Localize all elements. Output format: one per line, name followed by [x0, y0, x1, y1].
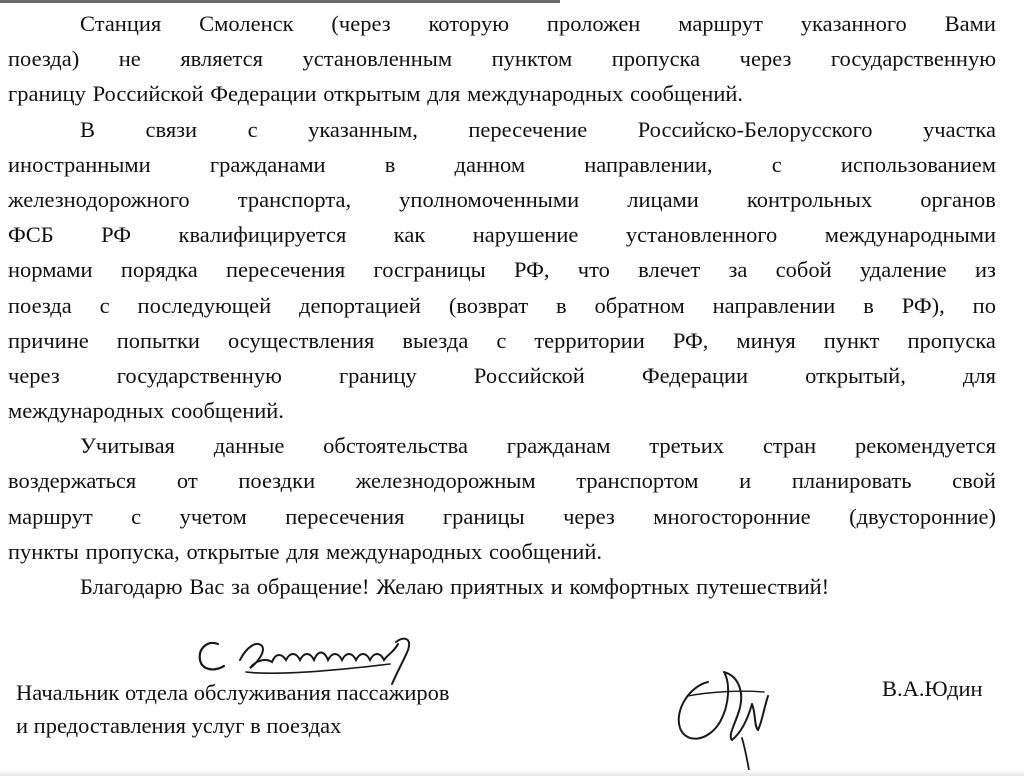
word: Станция — [80, 11, 162, 36]
word: выезда — [402, 327, 469, 353]
word: железнодорожным — [355, 468, 536, 494]
word: данные — [213, 433, 285, 459]
text-line — [8, 76, 996, 111]
word: воздержаться — [8, 468, 137, 494]
text-line — [8, 182, 996, 217]
word: Желаю — [376, 574, 444, 599]
word: РФ, — [672, 327, 709, 353]
word: В — [80, 116, 96, 142]
word: открытым — [323, 81, 421, 107]
paragraph — [8, 6, 996, 112]
word: путешествий! — [696, 574, 830, 599]
word: с — [99, 292, 110, 318]
word: последующей — [137, 292, 272, 318]
text-line — [8, 428, 996, 463]
word: пропуска — [907, 327, 996, 353]
word: данном — [454, 151, 526, 177]
word: Вас — [189, 574, 225, 599]
word: направлении, — [584, 151, 713, 177]
word: как — [393, 222, 426, 248]
word: через — [563, 503, 615, 529]
word: в — [555, 292, 567, 318]
word: открытый, — [805, 362, 906, 388]
word: гражданам — [506, 433, 611, 459]
word: использованием — [840, 151, 996, 177]
word: поезда) — [8, 46, 80, 72]
word: нормами — [8, 257, 93, 283]
word: для — [427, 81, 461, 107]
word: и — [550, 574, 563, 599]
word: пересечение — [468, 116, 588, 142]
word: Учитывая — [80, 433, 175, 459]
text-line — [8, 393, 996, 428]
page-bottom-edge — [0, 770, 1024, 776]
word: причине — [8, 327, 89, 353]
word: планировать — [791, 468, 912, 494]
word: транспортом — [576, 468, 699, 494]
word: органов — [920, 186, 996, 212]
text-line — [8, 147, 996, 182]
word: через — [739, 46, 792, 72]
word: для — [286, 538, 320, 564]
text-line — [8, 288, 996, 323]
word: нарушение — [472, 222, 579, 248]
word: (через — [331, 11, 391, 36]
text-line — [8, 217, 996, 252]
word: от — [176, 468, 198, 494]
word: пропуска — [611, 46, 701, 72]
word: транспорта, — [237, 186, 352, 212]
word: РФ), — [901, 292, 945, 318]
word: комфортных — [569, 574, 690, 599]
handwritten-signature — [668, 652, 778, 776]
word: границу — [8, 81, 86, 107]
word: Федерации — [641, 362, 749, 388]
text-line — [8, 463, 996, 498]
position-title — [16, 676, 450, 742]
word: контрольных — [746, 186, 873, 212]
text-line — [8, 358, 996, 393]
word: (двусторонние) — [849, 503, 996, 529]
word: установленного — [625, 222, 778, 248]
word: сообщений. — [488, 538, 602, 564]
word: для — [962, 362, 996, 388]
word: пересечения — [285, 503, 405, 529]
word: РФ — [101, 222, 132, 248]
word: поездки — [238, 468, 316, 494]
word: связи — [145, 116, 198, 142]
word: проложен — [546, 11, 641, 36]
word: указанным, — [308, 116, 418, 142]
word: которую — [428, 11, 510, 36]
word: является — [180, 46, 263, 72]
word: обращение! — [256, 574, 370, 599]
word: государственную — [116, 362, 282, 388]
position-title-line-2: и предоставления услуг в поездах — [16, 713, 342, 738]
word: пункт — [823, 327, 880, 353]
word: (возврат — [448, 292, 529, 318]
word: Российской — [92, 81, 204, 107]
word: границу — [338, 362, 417, 388]
word: не — [118, 46, 141, 72]
text-line — [8, 41, 996, 76]
text-line — [8, 252, 996, 287]
paragraph — [8, 112, 996, 429]
word: Федерации — [210, 81, 317, 107]
word: маршрут — [8, 503, 93, 529]
word: порядка — [120, 257, 198, 283]
word: обстоятельства — [323, 433, 468, 459]
paragraph — [8, 569, 996, 604]
word: приятных — [450, 574, 544, 599]
word: лицами — [627, 186, 699, 212]
word: открытые — [186, 538, 280, 564]
word: за — [728, 257, 748, 283]
word: рекомендуется — [854, 433, 996, 459]
word: территории — [534, 327, 645, 353]
text-line — [8, 112, 996, 147]
text-line — [8, 6, 996, 41]
text-line — [8, 569, 996, 604]
word: пересечения — [226, 257, 346, 283]
word: депортацией — [299, 292, 421, 318]
word: учетом — [179, 503, 247, 529]
word: сообщений. — [630, 81, 744, 107]
word: РФ, — [513, 257, 550, 283]
text-line — [8, 534, 996, 569]
word: Вами — [944, 11, 996, 36]
word: международных — [326, 538, 483, 564]
position-title-line-1: Начальник отдела обслуживания пассажиров — [16, 680, 450, 705]
word: с — [131, 503, 142, 529]
word: в — [863, 292, 874, 318]
word: маршрут — [678, 11, 763, 36]
word: за — [231, 574, 250, 599]
word: свой — [952, 468, 996, 494]
word: сообщений. — [170, 398, 284, 424]
word: удаление — [859, 257, 947, 283]
word: пункты — [8, 538, 79, 564]
word: третьих — [649, 433, 725, 459]
word: в — [384, 151, 396, 177]
word: ФСБ — [8, 222, 54, 248]
word: многосторонние — [653, 503, 811, 529]
word: пропуска, — [85, 538, 180, 564]
word: направлении — [712, 292, 836, 318]
word: пунктом — [491, 46, 573, 72]
paragraph — [8, 428, 996, 569]
word: стран — [762, 433, 817, 459]
word: с — [771, 151, 782, 177]
text-line — [8, 323, 996, 358]
letter-body — [8, 6, 996, 604]
page-top-edge — [0, 0, 560, 3]
word: границы — [442, 503, 525, 529]
word: участка — [923, 116, 996, 142]
word: через — [8, 362, 60, 388]
word: влечет — [638, 257, 701, 283]
word: что — [577, 257, 610, 283]
word: по — [972, 292, 996, 318]
word: и — [739, 468, 752, 494]
word: с — [496, 327, 507, 353]
word: международных — [8, 398, 165, 424]
word: Российской — [473, 362, 585, 388]
signature-block — [0, 630, 1024, 776]
signer-name: В.А.Юдин — [882, 676, 983, 701]
word: гражданами — [209, 151, 326, 177]
word: Смоленск — [199, 11, 294, 36]
word: международных — [467, 81, 624, 107]
word: попытки — [116, 327, 200, 353]
word: иностранными — [8, 151, 151, 177]
word: уполномоченными — [399, 186, 580, 212]
word: государственную — [830, 46, 996, 72]
word: указанного — [800, 11, 907, 36]
word: собой — [775, 257, 832, 283]
word: установленным — [302, 46, 453, 72]
word: осуществления — [227, 327, 375, 353]
word: поезда — [8, 292, 72, 318]
word: Благодарю — [80, 574, 183, 599]
text-line — [8, 499, 996, 534]
word: Российско-Белорусского — [637, 116, 873, 142]
word: международными — [824, 222, 996, 248]
word: с — [247, 116, 258, 142]
word: обратном — [594, 292, 685, 318]
word: минуя — [736, 327, 796, 353]
word: квалифицируется — [178, 222, 347, 248]
word: госграницы — [373, 257, 486, 283]
word: железнодорожного — [8, 186, 190, 212]
word: из — [974, 257, 996, 283]
